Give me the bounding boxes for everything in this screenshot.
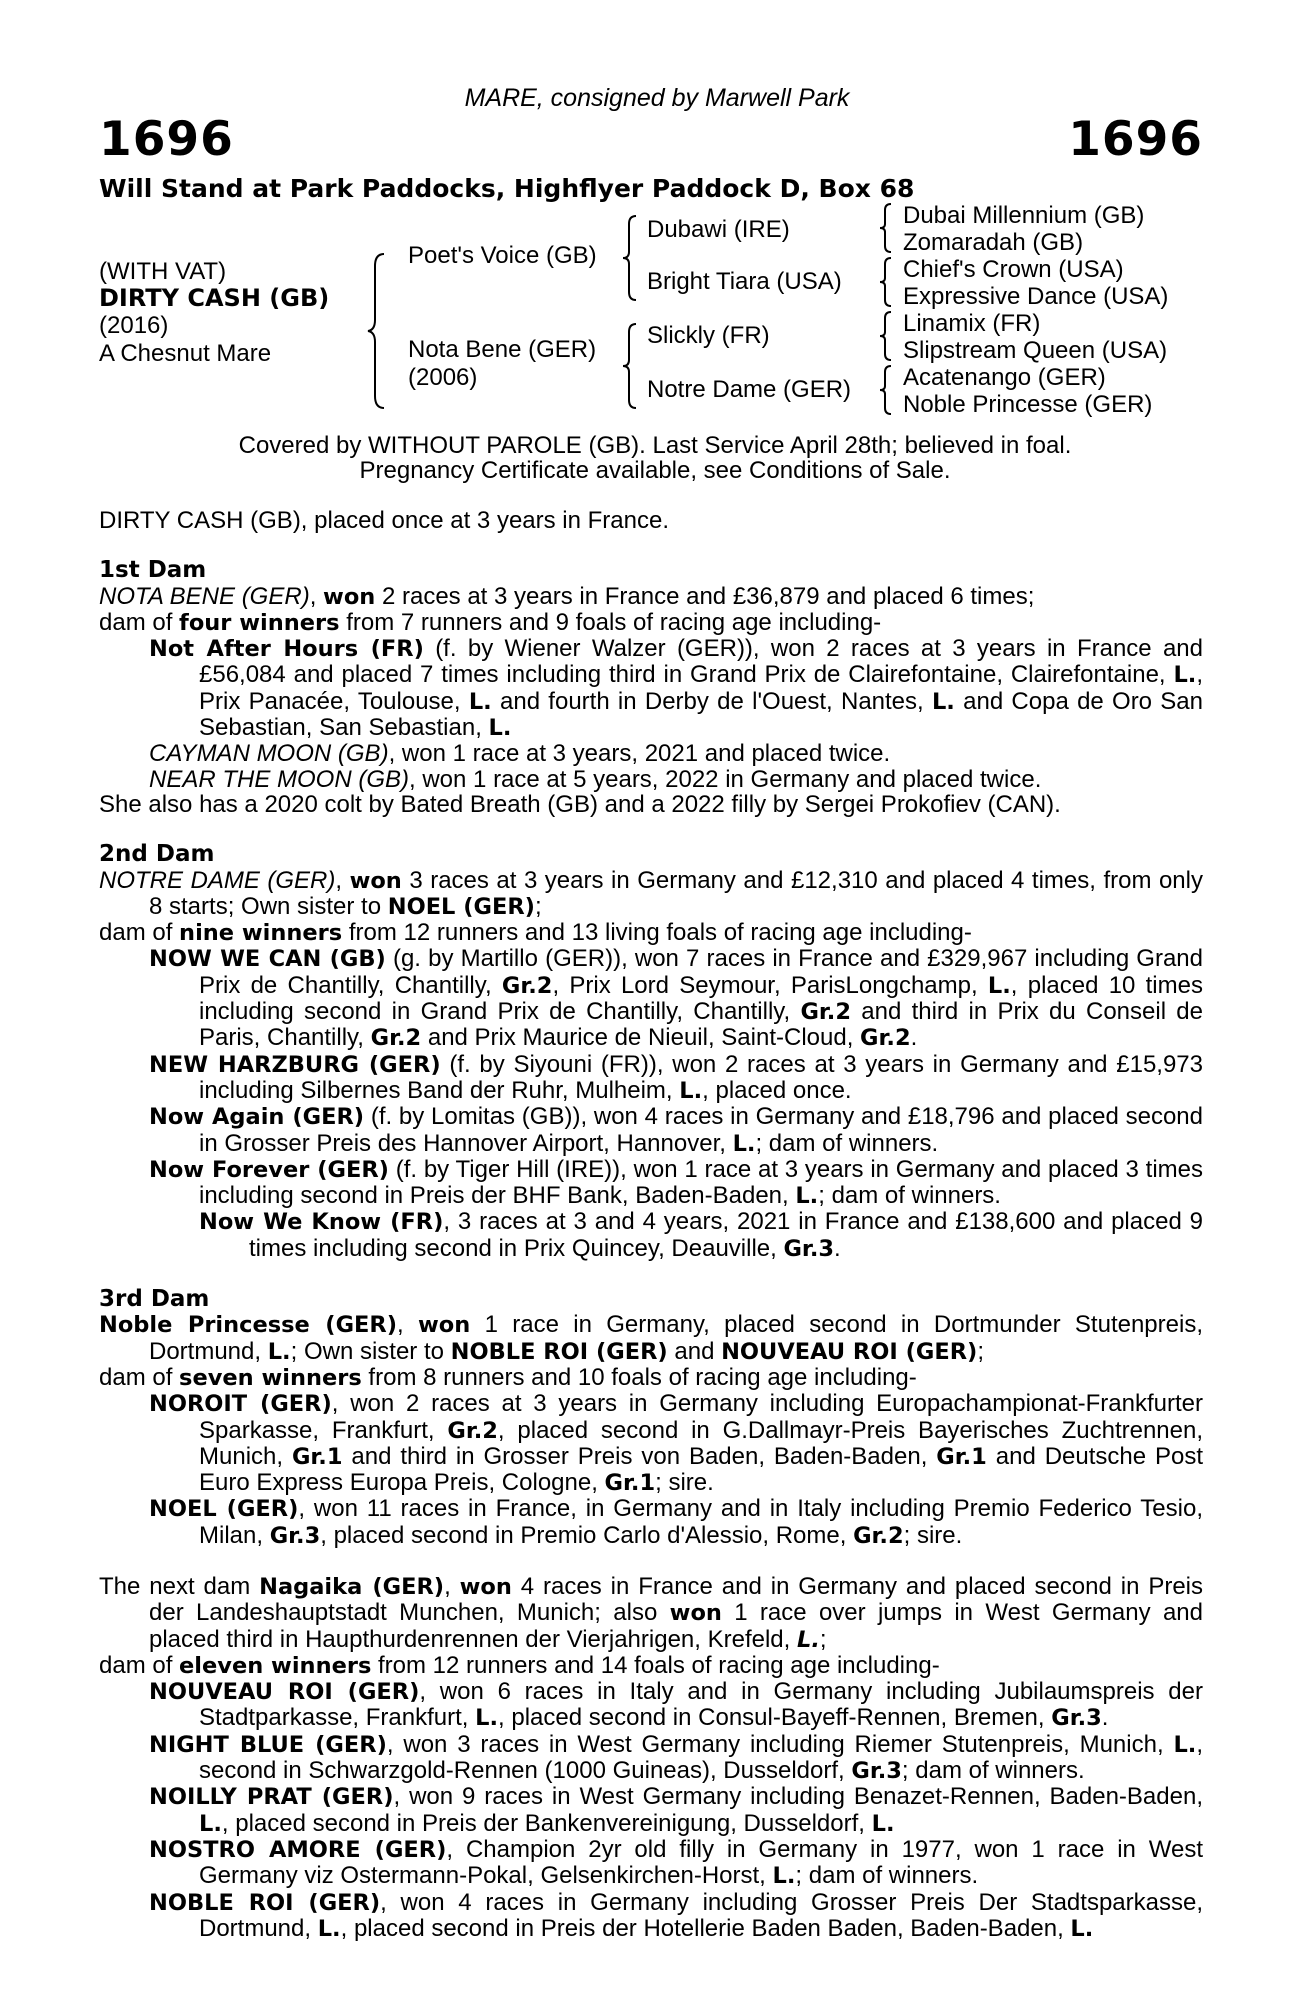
text: 2 races at 3 years in France and £36,879 and placed 6 times; — [375, 582, 1035, 610]
listed-mark: L. — [267, 1338, 291, 1365]
dam-name: Nota Bene (GER) — [408, 336, 597, 363]
text: dam of — [99, 1651, 180, 1679]
dam-name: Nagaika (GER) — [259, 1573, 445, 1600]
text: , placed second in Premio Carlo d'Alessio, Rome, — [320, 1521, 854, 1549]
produce-name: Not After Hours (FR) — [149, 636, 424, 663]
dam-sire-dam: Slipstream Queen (USA) — [903, 337, 1168, 364]
text: , Champion 2yr old filly in Germany in 1977, won 1 race in West Germany viz Ostermann-Pokal, Gelsenkirchen-Horst, — [199, 1835, 1203, 1890]
produce-entry — [99, 741, 1203, 766]
ds-brace — [878, 310, 894, 362]
sister-name: NOUVEAU ROI (GER) — [721, 1338, 978, 1365]
text: and third in Prix du Conseil de Paris, Chantilly, — [199, 998, 1203, 1052]
winners-count: eleven winners — [179, 1652, 372, 1679]
listed-mark: L. — [488, 715, 512, 742]
text: , placed 10 times including second in Grand Prix de Chantilly, Chantilly, — [199, 971, 1203, 1026]
text: ; sire. — [655, 1469, 714, 1497]
sd-brace — [878, 256, 894, 308]
text: (f. by Siyouni (FR)), won 2 races at 3 years in Germany and £15,973 including Silbernes Band der Ruhr, Mulheim, — [199, 1050, 1203, 1104]
won-label: won — [418, 1312, 471, 1339]
text: , won 2 races at 3 years in Germany including Europachampionat-Frankfurter Sparkasse, Frankfurt, — [199, 1390, 1203, 1444]
group-mark: Gr.2 — [860, 1025, 911, 1052]
text: from 8 runners and 10 foals of racing age including- — [361, 1363, 917, 1391]
produce-name: Now Again (GER) — [149, 1104, 365, 1131]
listed-mark: L. — [468, 688, 492, 715]
text: from 7 runners and 9 foals of racing age including- — [339, 608, 882, 636]
next-dam-record: The next dam Nagaika (GER), won 4 races in France and in Germany and placed second in Preis der Landeshauptstadt Munchen, Munich; also won 1 race over jumps in West Germany and placed third in Haupthurdenrennen der Vierjahrigen, Krefeld, L.; — [99, 1572, 1204, 1653]
dam-sire-sire: Linamix (FR) — [903, 310, 1041, 337]
produce-entry — [99, 1784, 1203, 1837]
listed-mark: L. — [796, 1626, 820, 1653]
text: , won 1 race at 5 years, 2022 in Germany and placed twice. — [409, 765, 1042, 793]
listed-mark: L. — [987, 972, 1011, 999]
produce-entry — [99, 1496, 1203, 1549]
text: ; dam of winners. — [901, 1757, 1085, 1785]
listed-mark: L. — [795, 1183, 819, 1210]
text: 3 races at 3 years in Germany and £12,310 and placed 4 times, from only 8 starts; Own sister to — [149, 866, 1203, 920]
sister-name: NOBLE ROI (GER) — [450, 1338, 668, 1365]
covering-line-2: Pregnancy Certificate available, see Conditions of Sale. — [359, 457, 951, 484]
next-dam-produce — [99, 1653, 1203, 1679]
text: and Copa de Oro San Sebastian, San Sebastian, — [199, 687, 1203, 742]
produce-name: NOUVEAU ROI (GER) — [149, 1679, 420, 1706]
winners-count: seven winners — [179, 1364, 362, 1391]
produce-entry — [99, 636, 1203, 741]
group-mark: Gr.2 — [800, 999, 852, 1026]
won-label: won — [459, 1573, 512, 1600]
text: ; — [819, 1625, 827, 1653]
lot-number-left: 1696 — [99, 112, 234, 167]
text: , won 4 races in Germany including Grosser Preis Der Stadtsparkasse, Dortmund, — [199, 1888, 1203, 1942]
text: ; — [534, 892, 542, 920]
produce-name: CAYMAN MOON (GB) — [149, 740, 389, 768]
listed-mark: L. — [931, 688, 955, 715]
dam-name: NOTA BENE (GER) — [99, 582, 310, 610]
catalogue-body — [99, 508, 1203, 1942]
group-mark: Gr.2 — [447, 1417, 498, 1444]
dam-name: Noble Princesse (GER) — [99, 1312, 398, 1339]
dam-year: (2006) — [408, 364, 478, 391]
group-mark: Gr.2 — [370, 1025, 422, 1052]
horse-summary: DIRTY CASH (GB), placed once at 3 years in France. — [99, 507, 670, 534]
first-dam-produce — [99, 610, 1203, 636]
text: from 12 runners and 14 foals of racing age including- — [371, 1651, 940, 1679]
sire-dam-sire: Chief's Crown (USA) — [903, 256, 1124, 283]
listed-mark: L. — [772, 1863, 796, 1890]
text: ; dam of winners. — [818, 1182, 1001, 1210]
text: , placed second in Preis der Bankenvereinigung, Dusseldorf, — [221, 1809, 872, 1837]
second-dam-record: NOTRE DAME (GER), won 3 races at 3 years in Germany and £12,310 and placed 4 times, from only 8 starts; Own sister to NOEL (GER); — [99, 866, 1203, 920]
horse-year: (2016) — [99, 312, 169, 339]
text: , second in Schwarzgold-Rennen (1000 Guineas), Dusseldorf, — [199, 1730, 1204, 1785]
winners-count: four winners — [179, 609, 340, 636]
third-dam-produce — [99, 1365, 1203, 1391]
text: (f. by Tiger Hill (IRE)), won 1 race at 3 years in Germany and placed 3 times including second in Preis der BHF Bank, Baden-Baden, — [199, 1155, 1203, 1210]
text: dam of — [99, 1363, 180, 1391]
sire-sire-sire: Dubai Millennium (GB) — [903, 202, 1145, 229]
text: , won 11 races in France, in Germany and in Italy including Premio Federico Tesio, Milan, — [199, 1495, 1203, 1549]
text: , placed second in G.Dallmayr-Preis Bayerisches Zuchtrennen, Munich, — [199, 1416, 1204, 1470]
listed-mark: L. — [317, 1915, 341, 1942]
produce-entry: NOUVEAU ROI (GER), won 6 races in Italy and in Germany including Jubilaumspreis der Stadtparkasse, Frankfurt, L., placed second in Consul-Bayeff-Rennen, Bremen, Gr.3. — [149, 1678, 1203, 1732]
dam-dam: Notre Dame (GER) — [647, 376, 852, 403]
text: dam of — [99, 608, 180, 636]
text: (f. by Lomitas (GB)), won 4 races in Germany and £18,796 and placed second in Grosser Preis des Hannover Airport, Hannover, — [199, 1103, 1203, 1157]
group-mark: Gr.3 — [783, 1235, 835, 1262]
dd-brace — [878, 364, 894, 416]
lot-number-right: 1696 — [1068, 112, 1203, 167]
group-mark: Gr.2 — [853, 1522, 904, 1549]
text: ; Own sister to — [290, 1337, 451, 1365]
sire-dam-dam: Expressive Dance (USA) — [903, 283, 1169, 310]
produce-name: NEW HARZBURG (GER) — [149, 1051, 441, 1078]
text: 1 race in Germany, placed second in Dortmunder Stutenpreis, Dortmund, — [149, 1311, 1203, 1365]
listed-mark: L. — [871, 1810, 895, 1837]
text: ; dam of winners. — [755, 1129, 939, 1157]
produce-name: Now Forever (GER) — [149, 1156, 389, 1183]
sister-name: NOEL (GER) — [387, 893, 535, 920]
listed-mark: L. — [1173, 662, 1197, 689]
text: 1 race over jumps in West Germany and placed third in Haupthurdenrennen der Vierjahrigen, Krefeld, — [149, 1599, 1203, 1653]
main-brace — [366, 252, 388, 410]
horse-name: DIRTY CASH (GB) — [99, 284, 330, 312]
dam-sire: Slickly (FR) — [647, 322, 770, 349]
sire-dam: Bright Tiara (USA) — [647, 268, 842, 295]
won-label: won — [323, 583, 376, 610]
group-mark: Gr.1 — [291, 1443, 343, 1470]
sire-name: Poet's Voice (GB) — [408, 242, 597, 269]
listed-mark: L. — [732, 1130, 756, 1157]
produce-name: NOBLE ROI (GER) — [149, 1889, 381, 1916]
text: , Prix Lord Seymour, ParisLongchamp, — [552, 971, 988, 999]
ss-brace — [878, 202, 894, 254]
produce-name: NOSTRO AMORE (GER) — [149, 1836, 447, 1863]
text: ; sire. — [903, 1521, 963, 1549]
covering-note — [150, 433, 1160, 483]
produce-entry: Now We Know (FR), 3 races at 3 and 4 years, 2021 in France and £138,600 and placed 9 times including second in Prix Quincey, Deauville, Gr.3. — [199, 1208, 1204, 1262]
produce-name: NOW WE CAN (GB) — [149, 946, 386, 973]
text: The next dam — [99, 1572, 260, 1600]
produce-entry — [99, 1890, 1203, 1943]
produce-entry — [99, 1732, 1203, 1785]
listed-mark: L. — [1173, 1731, 1197, 1758]
horse-description: A Chesnut Mare — [99, 340, 272, 367]
produce-name: NOILLY PRAT (GER) — [149, 1784, 394, 1811]
text: and Prix Maurice de Nieuil, Saint-Cloud, — [421, 1024, 861, 1052]
produce-name: NEAR THE MOON (GB) — [149, 765, 410, 793]
listed-mark: L. — [199, 1810, 222, 1837]
produce-entry — [99, 1157, 1203, 1210]
text: , won 9 races in West Germany including Benazet-Rennen, Baden-Baden, — [393, 1783, 1203, 1811]
group-mark: Gr.3 — [1051, 1705, 1102, 1732]
third-dam-heading: 3rd Dam — [99, 1286, 210, 1313]
group-mark: Gr.1 — [604, 1470, 656, 1497]
group-mark: Gr.3 — [269, 1522, 321, 1549]
text: , Prix Panacée, Toulouse, — [199, 661, 1203, 715]
produce-entry — [99, 1391, 1203, 1496]
text: and fourth in Derby de l'Ouest, Nantes, — [491, 687, 932, 715]
second-dam-produce — [99, 920, 1203, 946]
text: , placed second in Preis der Hotellerie Baden Baden, Baden-Baden, — [340, 1914, 1071, 1942]
produce-name: Now We Know (FR) — [199, 1209, 444, 1236]
text: dam of — [99, 919, 180, 947]
text: and Deutsche Post Euro Express Europa Preis, Cologne, — [199, 1442, 1204, 1497]
produce-entry — [99, 1104, 1203, 1157]
produce-name: NOEL (GER) — [149, 1496, 299, 1523]
first-dam-record: NOTA BENE (GER), won 2 races at 3 years in France and £36,879 and placed 6 times; — [99, 582, 1035, 610]
first-dam-heading: 1st Dam — [99, 557, 207, 584]
stand-location: Will Stand at Park Paddocks, Highflyer Paddock D, Box 68 — [99, 174, 915, 203]
consignor-line: MARE, consigned by Marwell Park — [464, 84, 850, 112]
listed-mark: L. — [1070, 1915, 1094, 1942]
won-label: won — [669, 1600, 722, 1627]
text: from 12 runners and 13 living foals of racing age including- — [342, 919, 972, 947]
text: , 3 races at 3 and 4 years, 2021 in France and £138,600 and placed 9 times including second in Prix Quincey, Deauville, — [249, 1208, 1204, 1262]
produce-entry — [99, 767, 1203, 792]
group-mark: Gr.1 — [936, 1443, 987, 1470]
second-dam-heading: 2nd Dam — [99, 841, 215, 868]
text: ; dam of winners. — [795, 1862, 979, 1890]
dam-dam-dam: Noble Princesse (GER) — [903, 391, 1153, 418]
group-mark: Gr.2 — [501, 972, 553, 999]
sire-brace — [621, 214, 639, 302]
text: , won 1 race at 3 years, 2021 and placed twice. — [388, 740, 891, 768]
won-label: won — [349, 867, 402, 894]
first-dam-also: She also has a 2020 colt by Bated Breath (GB) and a 2022 filly by Sergei Prokofiev (CAN). — [99, 790, 1061, 818]
covering-line-1: Covered by WITHOUT PAROLE (GB). Last Service April 28th; believed in foal. — [238, 432, 1072, 459]
produce-entry — [99, 1837, 1203, 1890]
group-mark: Gr.3 — [851, 1758, 902, 1785]
dam-dam-sire: Acatenango (GER) — [903, 364, 1106, 391]
winners-count: nine winners — [179, 920, 343, 947]
listed-mark: L. — [679, 1077, 703, 1104]
sire-sire: Dubawi (IRE) — [647, 216, 790, 243]
text: and — [667, 1337, 722, 1365]
text: , won 6 races in Italy and in Germany including Jubilaumspreis der Stadtparkasse, Frankfurt, — [199, 1678, 1203, 1732]
text: , won 3 races in West Germany including Riemer Stutenpreis, Munich, — [386, 1730, 1174, 1758]
vat-note: (WITH VAT) — [99, 258, 227, 285]
text: (g. by Martillo (GER)), won 7 races in France and £329,967 including Grand Prix de Chantilly, Chantilly, — [199, 945, 1204, 999]
dam-name: NOTRE DAME (GER) — [99, 866, 336, 894]
dam-brace — [621, 322, 639, 410]
text: 4 races in France and in Germany and placed second in Preis der Landeshauptstadt Munchen, Munich; also — [149, 1572, 1204, 1627]
text: , placed once. — [702, 1076, 852, 1104]
produce-entry — [99, 1052, 1203, 1105]
produce-name: NOROIT (GER) — [149, 1391, 332, 1418]
sire-sire-dam: Zomaradah (GB) — [903, 229, 1084, 256]
produce-name: NIGHT BLUE (GER) — [149, 1731, 387, 1758]
produce-entry: NOW WE CAN (GB) (g. by Martillo (GER)), won 7 races in France and £329,967 including Grand Prix de Chantilly, Chantilly, Gr.2, Prix Lord Seymour, ParisLongchamp, L., placed 10 times including second in Grand Prix de Chantilly, Chantilly, Gr.2 and third in Prix du Conseil de Paris, Chantilly, Gr.2 and Prix Maurice de Nieuil, Saint-Cloud, Gr.2. — [149, 945, 1204, 1052]
text: ; — [977, 1337, 984, 1365]
third-dam-record: Noble Princesse (GER), won 1 race in Germany, placed second in Dortmunder Stutenpreis, Dortmund, L.; Own sister to NOBLE ROI (GER) and NOUVEAU ROI (GER); — [99, 1311, 1203, 1365]
text: (f. by Wiener Walzer (GER)), won 2 races at 3 years in France and £56,084 and placed 7 times including third in Grand Prix de Clairefontaine, Clairefontaine, — [199, 635, 1203, 689]
listed-mark: L. — [475, 1705, 499, 1732]
text: and third in Grosser Preis von Baden, Baden-Baden, — [342, 1442, 937, 1470]
text: , placed second in Consul-Bayeff-Rennen, Bremen, — [498, 1704, 1052, 1732]
